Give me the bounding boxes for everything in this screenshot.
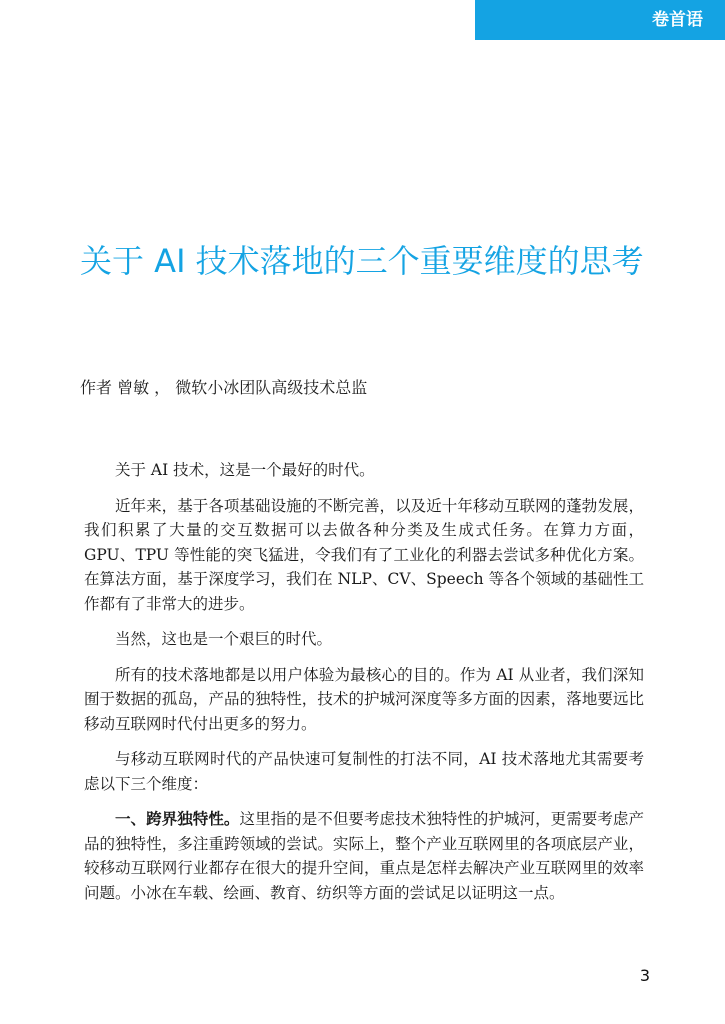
paragraph-3 <box>84 627 644 652</box>
paragraph-text: 与移动互联网时代的产品快速可复制性的打法不同，AI 技术落地尤其需要考虑以下三个维度： <box>84 750 644 793</box>
paragraph-text: 近年来，基于各项基础设施的不断完善，以及近十年移动互联网的蓬勃发展，我们积累了大量的交互数据可以去做各种分类及生成式任务。在算力方面，GPU、TPU 等性能的突飞猛进，令我们有了工业化的利器去尝试多种优化方案。在算法方面，基于深度学习，我们在 NLP、CV、Speech 等各个领域的基础性工作都有了非常大的进步。 <box>84 496 644 613</box>
paragraph-6 <box>84 807 644 905</box>
paragraph-1 <box>84 458 644 483</box>
paragraph-4 <box>84 663 644 737</box>
paragraph-text: 当然，这也是一个艰巨的时代。 <box>115 630 333 648</box>
paragraph-text: 关于 AI 技术，这是一个最好的时代。 <box>115 461 375 479</box>
paragraph-text: 这里指的是不但要考虑技术独特性的护城河，更需要考虑产品的独特性，多注重跨领域的尝试。实际上，整个产业互联网里的各项底层产业，较移动互联网行业都存在很大的提升空间，重点是怎样去解决产业互联网里的效率问题。小冰在车载、绘画、教育、纺织等方面的尝试足以证明这一点。 <box>84 810 644 902</box>
paragraph-lead: 一、跨界独特性。 <box>115 810 240 828</box>
article-title: 关于 AI 技术落地的三个重要维度的思考 <box>80 242 644 280</box>
article-author: 作者 曾敏 ， 微软小冰团队高级技术总监 <box>80 378 368 397</box>
paragraph-text: 所有的技术落地都是以用户体验为最核心的目的。作为 AI 从业者，我们深知囿于数据的孤岛，产品的独特性，技术的护城河深度等多方面的因素，落地要远比移动互联网时代付出更多的努力。 <box>84 665 644 733</box>
article-body <box>84 458 644 916</box>
page-number: 3 <box>639 966 650 985</box>
paragraph-5 <box>84 747 644 796</box>
section-tag: 卷首语 <box>475 0 725 40</box>
paragraph-2 <box>84 494 644 617</box>
